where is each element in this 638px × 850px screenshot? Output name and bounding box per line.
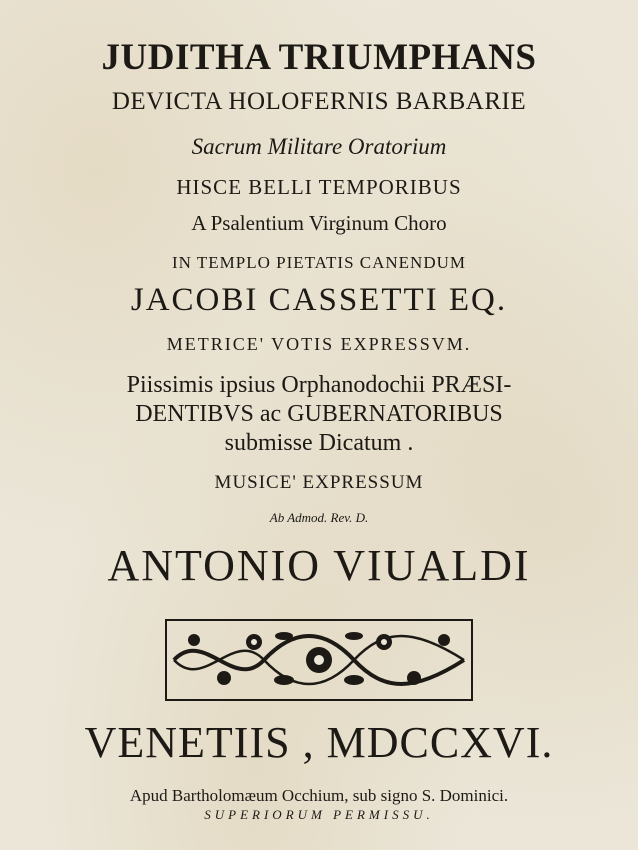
dedication-line: submisse Dicatum . [224,430,414,456]
composer-name: ANTONIO VIUALDI [107,541,531,590]
music-label: MUSICE' EXPRESSUM [214,472,424,493]
dedication-line: Piissimis ipsius Orphanodochii PRÆSI- [126,372,512,398]
dedication-line: DENTIBVS ac GUBERNATORIBUS [135,401,503,427]
choir-line: A Psalentium Virginum Choro [191,211,447,235]
librettist-name: JACOBI CASSETTI EQ. [130,282,508,318]
dedication [0,371,638,458]
venue-line: IN TEMPLO PIETATIS CANENDUM [171,253,467,272]
librettist-note: METRICE' VOTIS EXPRESSVM. [166,334,472,354]
printer-line: Apud Bartholomæum Occhium, sub signo S. Dominici. [129,786,509,805]
permission-line: SUPERIORUM PERMISSU. [204,807,434,822]
floral-ornament-icon [164,618,474,702]
occasion-line: HISCE BELLI TEMPORIBUS [176,175,462,199]
imprint-place-date: VENETIIS , MDCCXVI. [84,718,554,767]
composer-prefix: Ab Admod. Rev. D. [269,510,369,525]
genre-line: Sacrum Militare Oratorium [191,134,447,159]
main-title: JUDITHA TRIUMPHANS [101,37,537,78]
subtitle: DEVICTA HOLOFERNIS BARBARIE [111,88,527,115]
